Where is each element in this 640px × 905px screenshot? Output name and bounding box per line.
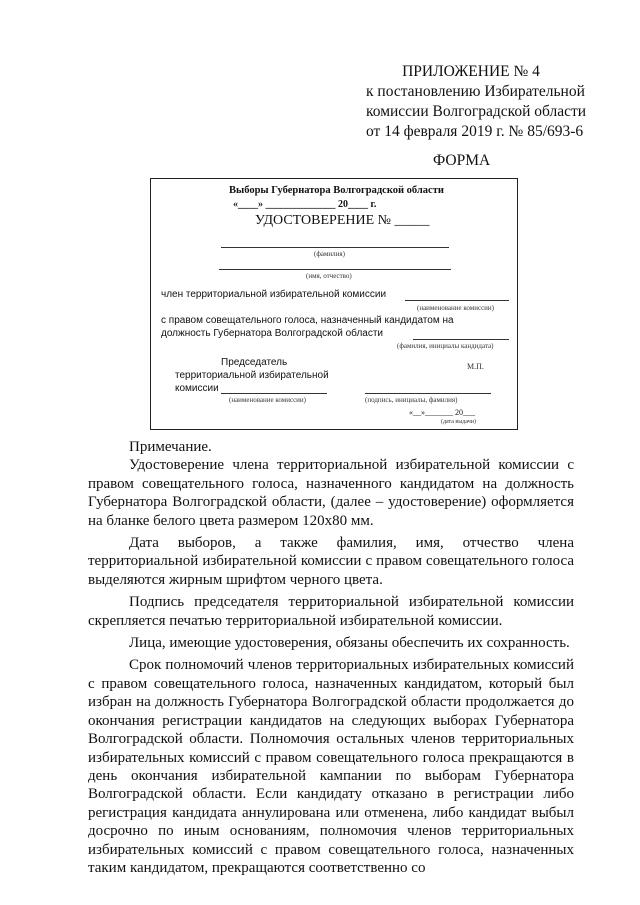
commission-caption: (наименование комиссии): [417, 304, 495, 312]
signature-caption: (подпись, инициалы, фамилия): [365, 396, 458, 404]
advisory-line-1: с правом совещательного голоса, назначенный кандидатом на: [161, 315, 454, 326]
notes-paragraph: Удостоверение члена территориальной избирательной комиссии с правом совещательного голоса, назначенного кандидатом на должность Губернатора Волгоградской области, (далее – удостоверение) оформляется на бланке белого цвета размером 120х80 мм.: [88, 457, 574, 529]
appendix-line-1: к постановлению Избирательной: [366, 83, 585, 100]
name-line: [219, 269, 451, 270]
appendix-title: ПРИЛОЖЕНИЕ № 4: [402, 63, 540, 80]
notes-paragraph: Лица, имеющие удостоверения, обязаны обеспечить их сохранность.: [129, 635, 570, 652]
surname-line: [221, 247, 449, 248]
election-date: «____» ______________ 20____ г.: [233, 199, 377, 210]
name-caption: (имя, отчество): [306, 272, 352, 280]
certificate-form: [150, 178, 518, 430]
candidate-line: [413, 339, 509, 340]
chairman-line-2: территориальной избирательной: [175, 370, 329, 381]
notes-section: [88, 438, 574, 877]
issue-date: «__»_______ 20___: [409, 408, 475, 417]
notes-heading: Примечание.: [129, 439, 212, 455]
notes-paragraph: Срок полномочий членов территориальных избирательных комиссий с правом совещательного голоса, назначенных кандидатом, который был избран на должность Губернатора Волгоградской области продолжается до окончания регистрации кандидатов на следующих выборах Губернатора Волгоградской области. Полномочия остальных членов территориальных избирательных комиссий с правом совещательного голоса прекращаются в день окончания избирательной кампании по выборам Губернатора Волгоградской области. Если кандидату отказано в регистрации либо регистрация кандидата аннулирована или отменена, либо кандидат выбыл досрочно по иным основаниям, полномочия членов территориальных избирательных комиссий с правом совещательного голоса, назначенных таким кандидатом, прекращаются соответственно со: [88, 657, 574, 876]
notes-paragraph: Подпись председателя территориальной избирательной комиссии скрепляется печатью территориальной избирательной комиссии.: [88, 594, 574, 629]
signature-line: [365, 393, 491, 394]
chairman-line-3: комиссии: [175, 383, 219, 394]
chair-commission-line: [221, 393, 327, 394]
stamp-place: М.П.: [467, 362, 484, 371]
appendix-line-3: от 14 февраля 2019 г. № 85/693-6: [366, 123, 584, 140]
certificate-title: УДОСТОВЕРЕНИЕ № _____: [255, 213, 430, 228]
appendix-header: [366, 62, 587, 142]
member-text: член территориальной избирательной комиссии: [161, 289, 387, 300]
appendix-line-2: комиссии Волгоградской области: [366, 103, 587, 120]
chairman-line-1: Председатель: [221, 357, 288, 368]
surname-caption: (фамилия): [314, 250, 345, 258]
issue-date-caption: (дата выдачи): [441, 419, 476, 425]
chair-commission-caption: (наименование комиссии): [229, 396, 307, 404]
election-title: Выборы Губернатора Волгоградской области: [229, 185, 444, 196]
advisory-line-2: должность Губернатора Волгоградской области: [161, 328, 384, 339]
notes-paragraph: Дата выборов, а также фамилия, имя, отчество члена территориальной избирательной комиссии с правом совещательного голоса выделяются жирным шрифтом черного цвета.: [88, 535, 574, 588]
form-label: ФОРМА: [433, 152, 491, 169]
commission-line: [405, 300, 509, 301]
candidate-caption: (фамилия, инициалы кандидата): [397, 342, 494, 350]
